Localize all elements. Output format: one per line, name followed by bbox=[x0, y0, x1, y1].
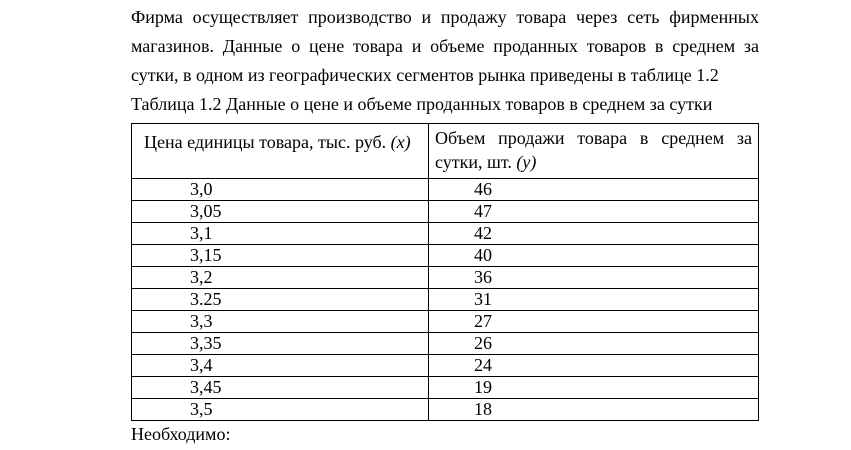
header-price-var: (x) bbox=[390, 132, 411, 152]
volume-cell: 31 bbox=[429, 289, 759, 311]
price-cell: 3,2 bbox=[132, 267, 429, 289]
volume-cell: 40 bbox=[429, 245, 759, 267]
price-cell: 3.25 bbox=[132, 289, 429, 311]
table-row bbox=[132, 267, 759, 289]
volume-cell: 46 bbox=[429, 179, 759, 201]
volume-cell: 42 bbox=[429, 223, 759, 245]
table-row bbox=[132, 355, 759, 377]
table-row bbox=[132, 311, 759, 333]
footer-text: Необходимо: bbox=[131, 424, 231, 444]
price-cell: 3,05 bbox=[132, 201, 429, 223]
table-row bbox=[132, 289, 759, 311]
table-caption: Таблица 1.2 Данные о цене и объеме проданных товаров в среднем за сутки bbox=[131, 94, 713, 114]
header-price-label: Цена единицы товара, тыс. руб. bbox=[144, 132, 387, 152]
header-volume-var: (y) bbox=[516, 152, 537, 172]
volume-cell: 36 bbox=[429, 267, 759, 289]
table-row bbox=[132, 179, 759, 201]
header-price bbox=[132, 124, 429, 179]
price-cell: 3,5 bbox=[132, 399, 429, 421]
price-cell: 3,35 bbox=[132, 333, 429, 355]
price-volume-table bbox=[131, 123, 759, 421]
intro-line-2: магазинов. Данные о цене товара и объеме проданных товаров в среднем за bbox=[131, 36, 759, 56]
table-row bbox=[132, 333, 759, 355]
table-row bbox=[132, 201, 759, 223]
price-cell: 3,1 bbox=[132, 223, 429, 245]
header-volume-label: Объем продажи товара в среднем за сутки, шт. bbox=[435, 128, 752, 172]
volume-cell: 26 bbox=[429, 333, 759, 355]
price-cell: 3,45 bbox=[132, 377, 429, 399]
price-cell: 3,0 bbox=[132, 179, 429, 201]
volume-cell: 18 bbox=[429, 399, 759, 421]
price-cell: 3,3 bbox=[132, 311, 429, 333]
volume-cell: 27 bbox=[429, 311, 759, 333]
table-row bbox=[132, 223, 759, 245]
table-row bbox=[132, 245, 759, 267]
header-volume bbox=[429, 124, 759, 179]
intro-line-3: сутки, в одном из географических сегментов рынка приведены в таблице 1.2 bbox=[131, 65, 719, 85]
price-cell: 3,4 bbox=[132, 355, 429, 377]
volume-cell: 24 bbox=[429, 355, 759, 377]
table-row bbox=[132, 399, 759, 421]
price-cell: 3,15 bbox=[132, 245, 429, 267]
intro-line-1: Фирма осуществляет производство и продажу товара через сеть фирменных bbox=[131, 7, 759, 27]
volume-cell: 47 bbox=[429, 201, 759, 223]
document-page bbox=[131, 0, 759, 445]
table-header-row bbox=[132, 124, 759, 179]
table-row bbox=[132, 377, 759, 399]
volume-cell: 19 bbox=[429, 377, 759, 399]
